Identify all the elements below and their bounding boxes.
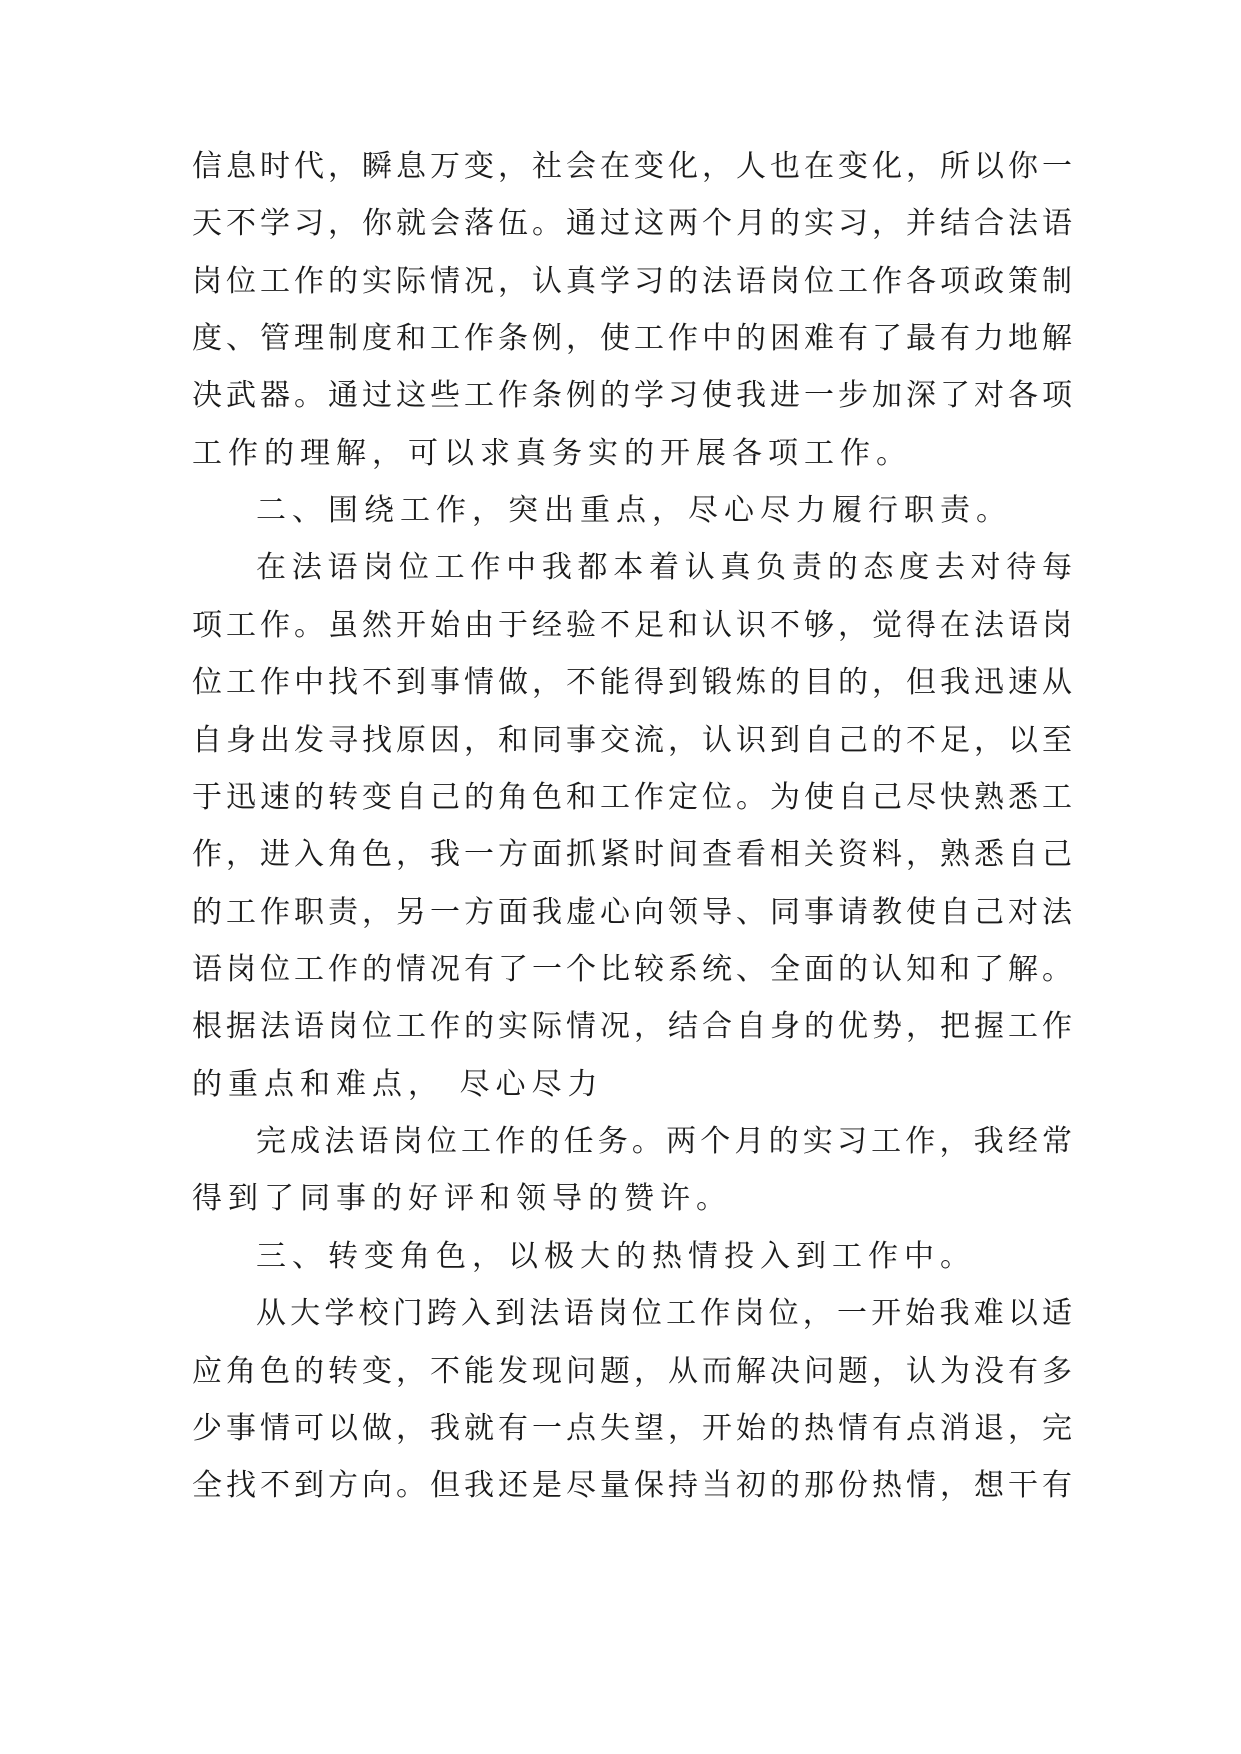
text-line: 得到了同事的好评和领导的赞许。: [192, 1181, 732, 1216]
text-line: 位工作中找不到事情做，不能得到锻炼的目的，但我迅速从: [192, 665, 1072, 700]
text-line: 作，进入角色，我一方面抓紧时间查看相关资料，熟悉自己: [192, 837, 1072, 872]
text-line: 项工作。虽然开始由于经验不足和认识不够，觉得在法语岗: [192, 608, 1072, 643]
text-line: 于迅速的转变自己的角色和工作定位。为使自己尽快熟悉工: [192, 780, 1072, 815]
text-line: 少事情可以做，我就有一点失望，开始的热情有点消退，完: [192, 1411, 1072, 1446]
text-line: 语岗位工作的情况有了一个比较系统、全面的认知和了解。: [192, 952, 1072, 987]
text-line: 工作的理解，可以求真务实的开展各项工作。: [192, 436, 912, 471]
text-line: 应角色的转变，不能发现问题，从而解决问题，认为没有多: [192, 1354, 1072, 1389]
text-line: 岗位工作的实际情况，认真学习的法语岗位工作各项政策制: [192, 264, 1072, 299]
text-line: 度、管理制度和工作条例，使工作中的困难有了最有力地解: [192, 321, 1072, 356]
text-line: 从大学校门跨入到法语岗位工作岗位，一开始我难以适: [256, 1296, 1072, 1331]
text-line: 的工作职责，另一方面我虚心向领导、同事请教使自己对法: [192, 895, 1072, 930]
section-heading: 三、转变角色，以极大的热情投入到工作中。: [256, 1239, 976, 1274]
text-line: 完成法语岗位工作的任务。两个月的实习工作，我经常: [256, 1124, 1072, 1159]
text-line: 全找不到方向。但我还是尽量保持当初的那份热情，想干有: [192, 1468, 1072, 1503]
text-line: 根据法语岗位工作的实际情况，结合自身的优势，把握工作: [192, 1009, 1072, 1044]
text-line: 的重点和难点， 尽心尽力: [192, 1067, 604, 1102]
text-line: 天不学习，你就会落伍。通过这两个月的实习，并结合法语: [192, 206, 1072, 241]
text-line: 决武器。通过这些工作条例的学习使我进一步加深了对各项: [192, 378, 1072, 413]
text-line: 自身出发寻找原因，和同事交流，认识到自己的不足，以至: [192, 723, 1072, 758]
text-line: 在法语岗位工作中我都本着认真负责的态度去对待每: [256, 550, 1072, 585]
text-line: 信息时代，瞬息万变，社会在变化，人也在变化，所以你一: [192, 149, 1072, 184]
section-heading: 二、围绕工作，突出重点，尽心尽力履行职责。: [256, 493, 1012, 528]
